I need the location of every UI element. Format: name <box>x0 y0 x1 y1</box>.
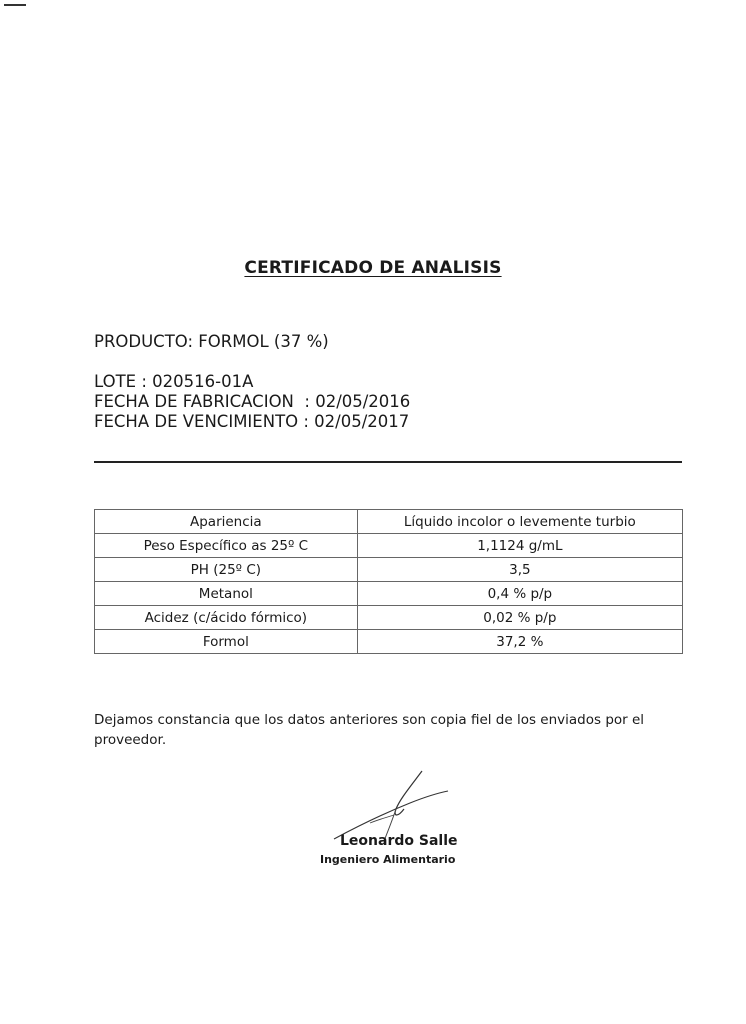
table-row <box>95 582 683 606</box>
table-row <box>95 606 683 630</box>
manufacture-date-line: FECHA DE FABRICACION : 02/05/2016 <box>94 392 411 411</box>
value-cell: 37,2 % <box>357 630 682 654</box>
value-cell: Líquido incolor o levemente turbio <box>357 510 682 534</box>
parameter-cell: PH (25º C) <box>95 558 358 582</box>
parameter-cell: Formol <box>95 630 358 654</box>
lot-line: LOTE : 020516-01A <box>94 372 254 391</box>
table-row <box>95 630 683 654</box>
parameter-cell: Metanol <box>95 582 358 606</box>
expiry-date-line: FECHA DE VENCIMIENTO : 02/05/2017 <box>94 412 410 431</box>
table-row <box>95 510 683 534</box>
value-cell: 1,1124 g/mL <box>357 534 682 558</box>
analysis-table <box>94 509 683 654</box>
parameter-cell: Acidez (c/ácido fórmico) <box>95 606 358 630</box>
signatory-role: Ingeniero Alimentario <box>320 853 456 866</box>
table-row <box>95 558 683 582</box>
document-title: CERTIFICADO DE ANALISIS <box>244 258 502 278</box>
value-cell: 0,02 % p/p <box>357 606 682 630</box>
product-line: PRODUCTO: FORMOL (37 %) <box>94 332 329 351</box>
parameter-cell: Peso Específico as 25º C <box>95 534 358 558</box>
signatory-name: Leonardo Salle <box>340 833 458 849</box>
value-cell: 0,4 % p/p <box>357 582 682 606</box>
table-row <box>95 534 683 558</box>
supplier-note: Dejamos constancia que los datos anteriores son copia fiel de los enviados por el proveedor. <box>94 712 645 748</box>
parameter-cell: Apariencia <box>95 510 358 534</box>
scan-mark <box>4 4 26 6</box>
separator-line <box>94 461 682 463</box>
value-cell: 3,5 <box>357 558 682 582</box>
